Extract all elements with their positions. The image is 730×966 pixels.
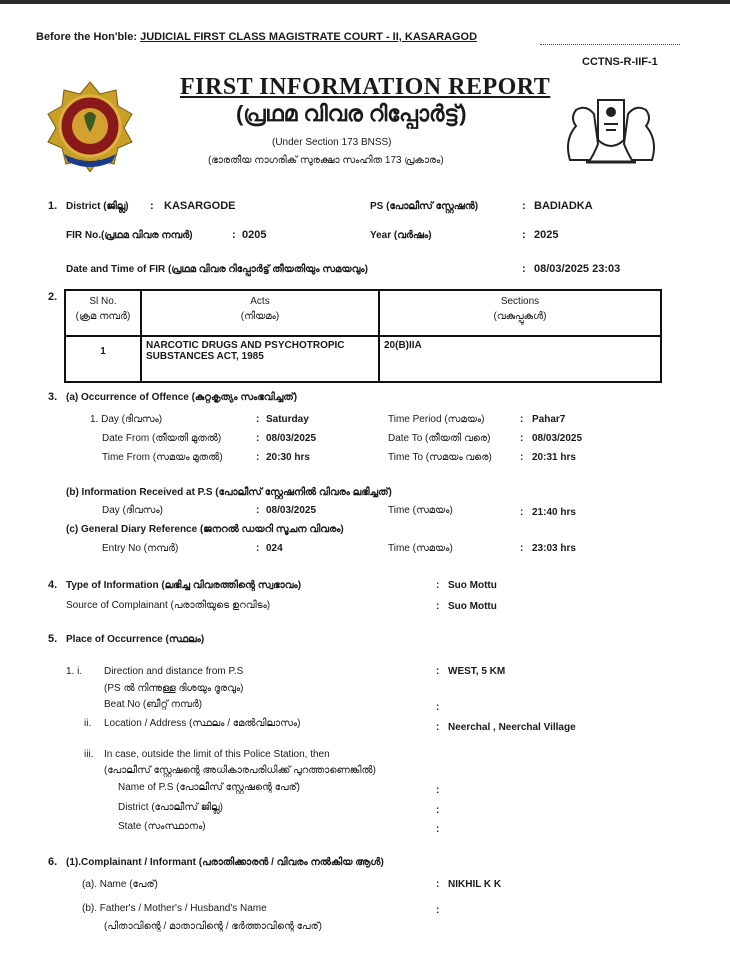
top-border: [0, 0, 730, 4]
time-period-value: Pahar7: [532, 414, 566, 425]
time-to-label: Time To (സമയം വരെ): [388, 452, 492, 463]
report-title-malayalam: (പ്രഥമ വിവര റിപ്പോർട്ട്): [236, 101, 467, 126]
general-diary-heading: (c) General Diary Reference (ജനറൽ ഡയറി സൂചന വിവരം): [66, 524, 344, 535]
colon: :: [436, 722, 440, 733]
colon: :: [150, 200, 154, 212]
location-value: Neerchal , Neerchal Village: [448, 722, 576, 733]
ps-label: PS (പോലീസ് സ്റ്റേഷൻ): [370, 201, 479, 212]
place-heading: Place of Occurrence (സ്ഥലം): [66, 634, 205, 645]
outside-limit-label: In case, outside the limit of this Police Station, then: [104, 749, 330, 760]
colon: :: [436, 580, 440, 591]
court-line: [36, 31, 477, 43]
outside-ps-name-label: Name of P.S (പോലീസ് സ്റ്റേഷന്റെ പേര്): [118, 782, 300, 793]
act-cell: NARCOTIC DRUGS AND PSYCHOTROPIC SUBSTANCES ACT, 1985: [141, 336, 379, 382]
kerala-police-emblem-icon: [44, 80, 136, 172]
colon: :: [520, 433, 524, 444]
fir-label: FIR No.(പ്രഥമ വിവര നമ്പർ): [66, 230, 193, 241]
colon: :: [520, 452, 524, 463]
complainant-name-label: (a). Name (പേര്): [82, 879, 158, 890]
date-to-label: Date To (തീയതി വരെ): [388, 433, 491, 444]
dotted-rule: [540, 44, 680, 45]
colon: :: [436, 905, 440, 916]
date-from-value: 08/03/2025: [266, 433, 317, 444]
colon: :: [256, 505, 260, 516]
acts-table: [64, 289, 662, 383]
colon: :: [232, 229, 236, 241]
date-to-value: 08/03/2025: [532, 433, 583, 444]
day-label: 1. Day (ദിവസം): [90, 414, 163, 425]
outside-limit-label-malayalam: (പോലീസ് സ്റ്റേഷന്റെ അധികാരപരിധിക്ക് പുറത്താണെങ്കിൽ): [104, 765, 376, 776]
date-from-label: Date From (തീയതി മുതൽ): [102, 433, 222, 444]
colon: :: [522, 200, 526, 212]
colon: :: [520, 414, 524, 425]
section-3-number: 3.: [48, 391, 58, 403]
colon: :: [256, 433, 260, 444]
info-time-value: 21:40 hrs: [532, 507, 576, 518]
gd-time-value: 23:03 hrs: [532, 543, 576, 554]
colon: :: [522, 229, 526, 241]
info-day-value: 08/03/2025: [266, 505, 317, 516]
section-1-number: 1.: [48, 200, 58, 212]
section-cell: 20(B)IIA: [379, 336, 661, 382]
location-label: Location / Address (സ്ഥലം / മേൽവിലാസം): [104, 718, 301, 729]
item-i-number: 1. i.: [66, 666, 83, 677]
section-2-number: 2.: [48, 291, 58, 303]
sl-header: Sl No. (ക്രമ നമ്പർ): [65, 290, 141, 336]
ps-value: BADIADKA: [534, 200, 593, 212]
direction-value: WEST, 5 KM: [448, 666, 506, 677]
colon: :: [522, 263, 526, 275]
colon: :: [256, 452, 260, 463]
info-type-label: Type of Information (ലഭിച്ച വിവരത്തിന്റെ സ്വഭാവം): [66, 580, 302, 591]
colon: :: [436, 702, 440, 713]
section-5-number: 5.: [48, 633, 58, 645]
time-from-value: 20:30 hrs: [266, 452, 310, 463]
info-received-heading: (b) Information Received at P.S (പോലീസ് സ്റ്റേഷനിൽ വിവരം ലഭിച്ചത്): [66, 487, 392, 498]
colon: :: [436, 785, 440, 796]
direction-label: Direction and distance from P.S: [104, 666, 244, 677]
report-title: FIRST INFORMATION REPORT: [180, 74, 551, 100]
info-day-label: Day (ദിവസം): [102, 505, 163, 516]
district-value: KASARGODE: [164, 200, 236, 212]
under-section-malayalam: (ഭാരതീയ നാഗരിക് സുരക്ഷാ സംഹിത 173 പ്രകാരം): [208, 155, 444, 166]
entry-no-label: Entry No (നമ്പർ): [102, 543, 179, 554]
time-to-value: 20:31 hrs: [532, 452, 576, 463]
acts-header: Acts (നിയമം): [141, 290, 379, 336]
form-code: CCTNS-R-IIF-1: [582, 56, 658, 68]
complainant-source-value: Suo Mottu: [448, 601, 497, 612]
info-time-label: Time (സമയം): [388, 505, 453, 516]
time-period-label: Time Period (സമയം): [388, 414, 485, 425]
beat-no-label: Beat No (ബീറ്റ് നമ്പർ): [104, 699, 203, 710]
colon: :: [436, 805, 440, 816]
gd-time-label: Time (സമയം): [388, 543, 453, 554]
item-iii-number: iii.: [84, 749, 94, 760]
sl-cell: 1: [65, 336, 141, 382]
father-name-label: (b). Father's / Mother's / Husband's Name: [82, 903, 267, 914]
outside-district-label: District (പോലീസ് ജില്ല): [118, 802, 223, 813]
colon: :: [520, 507, 524, 518]
complainant-heading: (1).Complainant / Informant (പരാതിക്കാരൻ / വിവരം നൽകിയ ആൾ): [66, 857, 384, 868]
under-section: (Under Section 173 BNSS): [272, 137, 392, 148]
colon: :: [436, 601, 440, 612]
item-ii-number: ii.: [84, 718, 92, 729]
info-type-value: Suo Mottu: [448, 580, 497, 591]
complainant-source-label: Source of Complainant (പരാതിയുടെ ഉറവിടം): [66, 600, 271, 611]
direction-label-malayalam: (PS ൽ നിന്നുള്ള ദിശയും ദൂരവും): [104, 683, 244, 694]
father-name-label-malayalam: (പിതാവിന്റെ / മാതാവിന്റെ / ഭർത്താവിന്റെ പേര്): [104, 921, 322, 932]
year-value: 2025: [534, 229, 559, 241]
day-value: Saturday: [266, 414, 309, 425]
colon: :: [256, 414, 260, 425]
fir-datetime-value: 08/03/2025 23:03: [534, 263, 621, 275]
table-row: [65, 336, 661, 382]
before-label: Before the Hon'ble:: [36, 31, 138, 43]
complainant-name-value: NIKHIL K K: [448, 879, 502, 890]
section-4-number: 4.: [48, 579, 58, 591]
occurrence-heading: (a) Occurrence of Offence (കുറ്റകൃത്യം സംഭവിച്ചത്): [66, 392, 298, 403]
colon: :: [436, 666, 440, 677]
kerala-state-emblem-icon: [556, 90, 666, 170]
table-header-row: [65, 290, 661, 336]
court-name: JUDICIAL FIRST CLASS MAGISTRATE COURT - II, KASARAGOD: [140, 31, 478, 43]
section-6-number: 6.: [48, 856, 58, 868]
fir-datetime-label: Date and Time of FIR (പ്രഥമ വിവര റിപ്പോർട്ട് തീയതിയും സമയവും): [66, 264, 368, 275]
colon: :: [436, 824, 440, 835]
district-label: District (ജില്ല): [66, 201, 129, 212]
colon: :: [520, 543, 524, 554]
sections-header: Sections (വകുപ്പുകൾ): [379, 290, 661, 336]
year-label: Year (വർഷം): [370, 230, 432, 241]
outside-state-label: State (സംസ്ഥാനം): [118, 821, 206, 832]
colon: :: [256, 543, 260, 554]
entry-no-value: 024: [266, 543, 283, 554]
colon: :: [436, 879, 440, 890]
fir-value: 0205: [242, 229, 267, 241]
time-from-label: Time From (സമയം മുതൽ): [102, 452, 223, 463]
